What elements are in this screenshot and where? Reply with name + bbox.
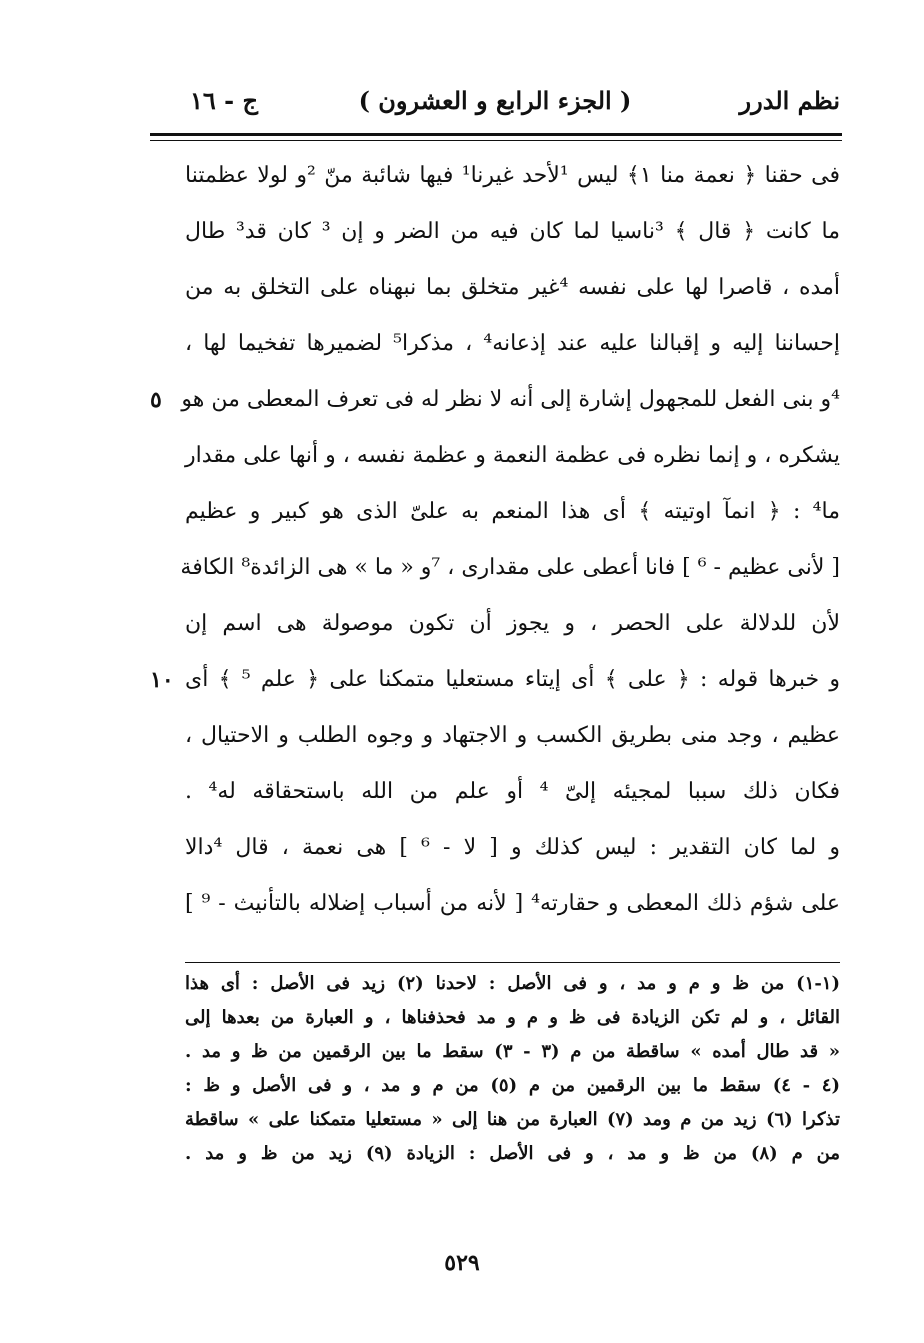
text-line-content: أمده ، قاصرا لها على نفسه ⁴غير متخلق بما نبهناه على التخلق به من <box>185 274 840 300</box>
footnote-text: تذكرا (٦) زيد من م ومد (٧) العبارة من هنا إلى « مستعليا متمكنا على » ساقطة <box>185 1108 840 1130</box>
footnotes <box>185 966 840 1170</box>
book-title: نظم الدرر <box>739 86 840 115</box>
header-rule-thin <box>150 140 842 141</box>
text-line <box>185 876 840 932</box>
text-line-content: و لما كان التقدير : ليس كذلك و [ لا - ⁶ ] هى نعمة ، قال ⁴دالا <box>185 834 840 860</box>
line-number: ٥ <box>150 386 162 413</box>
text-line-content: فكان ذلك سببا لمجيئه إلىّ ⁴ أو علم من الله باستحقاقه له⁴ . <box>185 778 840 804</box>
text-line <box>185 596 840 652</box>
footnote-text: (١-١) من ظ و م و مد ، و فى الأصل : لاحدنا (٢) زيد فى الأصل : أى هذا <box>185 972 840 994</box>
header-rule-thick <box>150 133 842 136</box>
text-line <box>185 428 840 484</box>
volume-label: ج - ١٦ <box>190 86 258 115</box>
text-line <box>150 652 840 708</box>
text-line <box>150 372 840 428</box>
footnote-line <box>185 1034 840 1068</box>
footnotes-separator <box>185 962 840 963</box>
text-line <box>185 484 840 540</box>
text-line <box>185 764 840 820</box>
part-title: ( الجزء الرابع و العشرون ) <box>358 86 632 115</box>
text-line-content: ما⁴ : ﴿ انمآ اوتيته ﴾ أى هذا المنعم به علىّ الذى هو كبير و عظيم <box>185 498 840 524</box>
text-line-content: عظيم ، وجد منى بطريق الكسب و الاجتهاد و وجوه الطلب و الاحتيال ، <box>185 722 840 748</box>
text-line-content: يشكره ، و إنما نظره فى عظمة النعمة و عظمة نفسه ، و أنها على مقدار <box>185 442 840 468</box>
page-number: ٥٢٩ <box>444 1250 480 1276</box>
text-line <box>185 708 840 764</box>
page-header <box>150 78 840 122</box>
line-number: ١٠ <box>150 666 174 693</box>
text-line-content: إحساننا إليه و إقبالنا عليه عند إذعانه⁴ ، مذكرا⁵ لضميرها تفخيما لها ، <box>185 330 841 356</box>
text-line-content: فى حقنا ﴿ نعمة منا ١﴾ ليس ¹لأحد غيرنا¹ فيها شائبة منّ ²و لولا عظمتنا <box>185 162 841 188</box>
main-text <box>150 148 841 932</box>
footnote-line <box>185 1000 840 1034</box>
footnote-line <box>185 1136 840 1170</box>
footnote-text: « قد طال أمده » ساقطة من م (٣ - ٣) سقط ما بين الرقمين من ظ و مد . <box>185 1040 841 1062</box>
text-line-content: [ لأنى عظيم - ⁶ ] فانا أعطى على مقدارى ، ⁷و « ما » هى الزائدة⁸ الكافة <box>180 554 840 580</box>
footnote-text: القائل ، و لم تكن الزيادة فى ظ و م و مد فحذفناها ، و العبارة من بعدها إلى <box>185 1006 840 1028</box>
text-line <box>185 316 840 372</box>
text-line <box>185 820 840 876</box>
text-line <box>180 540 840 596</box>
footnote-text: من م (٨) من ظ و مد ، و فى الأصل : الزيادة (٩) زيد من ظ و مد . <box>185 1142 840 1164</box>
footnote-line <box>185 1068 840 1102</box>
text-line-content: ⁴و بنى الفعل للمجهول إشارة إلى أنه لا نظر له فى تعرف المعطى من هو <box>181 386 840 412</box>
footnote-text: (٤ - ٤) سقط ما بين الرقمين من م (٥) من م و مد ، و فى الأصل و ظ : <box>185 1074 840 1096</box>
text-line-content: لأن للدلالة على الحصر ، و يجوز أن تكون موصولة هى اسم إن <box>185 610 840 636</box>
text-line <box>185 148 840 204</box>
text-line <box>185 260 840 316</box>
text-line-content: على شؤم ذلك المعطى و حقارته⁴ [ لأنه من أسباب إضلاله بالتأنيث - ⁹ ] <box>185 890 840 916</box>
text-line-content: و خبرها قوله : ﴿ على ﴾ أى إيتاء مستعليا متمكنا على ﴿ علم ⁵ ﴾ أى <box>185 666 840 692</box>
footnote-line <box>185 966 840 1000</box>
footnote-line <box>185 1102 840 1136</box>
text-line <box>185 204 840 260</box>
text-line-content: ما كانت ﴿ قال ﴾ ³ناسيا لما كان فيه من الضر و إن ³ كان قد³ طال <box>185 218 840 244</box>
